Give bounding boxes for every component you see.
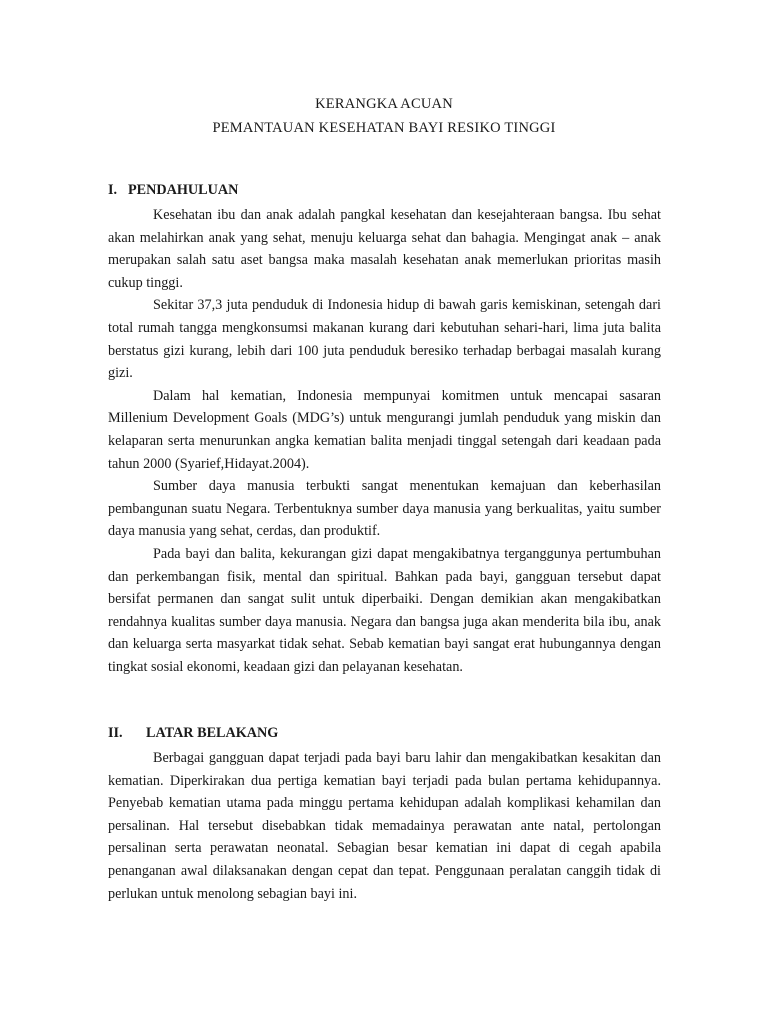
- section-number: I.: [108, 182, 118, 198]
- section-heading: [108, 179, 661, 201]
- section-title: PENDAHULUAN: [128, 182, 239, 198]
- document-title-line-1: KERANGKA ACUAN: [315, 96, 453, 112]
- paragraph: Kesehatan ibu dan anak adalah pangkal kesehatan dan kesejahteraan bangsa. Ibu sehat akan melahirkan anak yang sehat, menuju keluarga sehat dan bahagia. Mengingat anak – anak merupakan salah satu aset bangsa maka masalah kesehatan anak memerlukan prioritas masih cukup tinggi.: [108, 207, 661, 291]
- document-title-line-2: PEMANTAUAN KESEHATAN BAYI RESIKO TINGGI: [212, 120, 556, 136]
- paragraph: Sumber daya manusia terbukti sangat menentukan kemajuan dan keberhasilan pembangunan suatu Negara. Terbentuknya sumber daya manusia yang berkualitas, yaitu sumber daya manusia yang sehat, cerdas, dan produktif.: [108, 478, 661, 540]
- paragraph: Pada bayi dan balita, kekurangan gizi dapat mengakibatnya terganggunya pertumbuhan dan perkembangan fisik, mental dan spiritual. Bahkan pada bayi, gangguan tersebut dapat bersifat permanen dan sangat sulit untuk diperbaiki. Dengan demikian akan mengakibatkan rendahnya kualitas sumber daya manusia. Negara dan bangsa juga akan menderita bila ibu, anak dan keluarga serta masyarkat tidak sehat. Sebab kematian bayi sangat erat hubungannya dengan tingkat sosial ekonomi, keadaan gizi dan pelayanan kesehatan.: [108, 545, 661, 675]
- paragraph: Berbagai gangguan dapat terjadi pada bayi baru lahir dan mengakibatkan kesakitan dan kematian. Diperkirakan dua pertiga kematian bayi terjadi pada bulan pertama kehidupannya. Penyebab kematian utama pada minggu pertama kehidupan adalah komplikasi kehamilan dan persalinan. Hal tersebut disebabkan tidak memadainya perawatan ante natal, pertolongan persalinan serta perawatan neonatal. Sebagian besar kematian ini dapat di cegah apabila penanganan awal dilaksanakan dengan cepat dan tepat. Penggunaan peralatan canggih tidak di perlukan untuk menolong sebagian bayi ini.: [108, 750, 661, 902]
- section-number: II.: [108, 725, 123, 741]
- section-title: LATAR BELAKANG: [146, 725, 279, 741]
- paragraph: Dalam hal kematian, Indonesia mempunyai komitmen untuk mencapai sasaran Millenium Development Goals (MDG’s) untuk mengurangi jumlah penduduk yang miskin dan kelaparan serta menurunkan angka kematian balita menjadi tinggal setengah dari keadaan pada tahun 2000 (Syarief,Hidayat.2004).: [108, 387, 661, 472]
- section-heading: [108, 722, 661, 744]
- paragraph: Sekitar 37,3 juta penduduk di Indonesia hidup di bawah garis kemiskinan, setengah dari total rumah tangga mengkonsumsi makanan kurang dari kebutuhan sehari-hari, lima juta balita berstatus gizi kurang, lebih dari 100 juta penduduk beresiko terhadap berbagai masalah kurang gizi.: [108, 297, 661, 382]
- document-title-block: [0, 92, 768, 140]
- section-latar-belakang: [108, 722, 661, 905]
- section-pendahuluan: [108, 179, 661, 678]
